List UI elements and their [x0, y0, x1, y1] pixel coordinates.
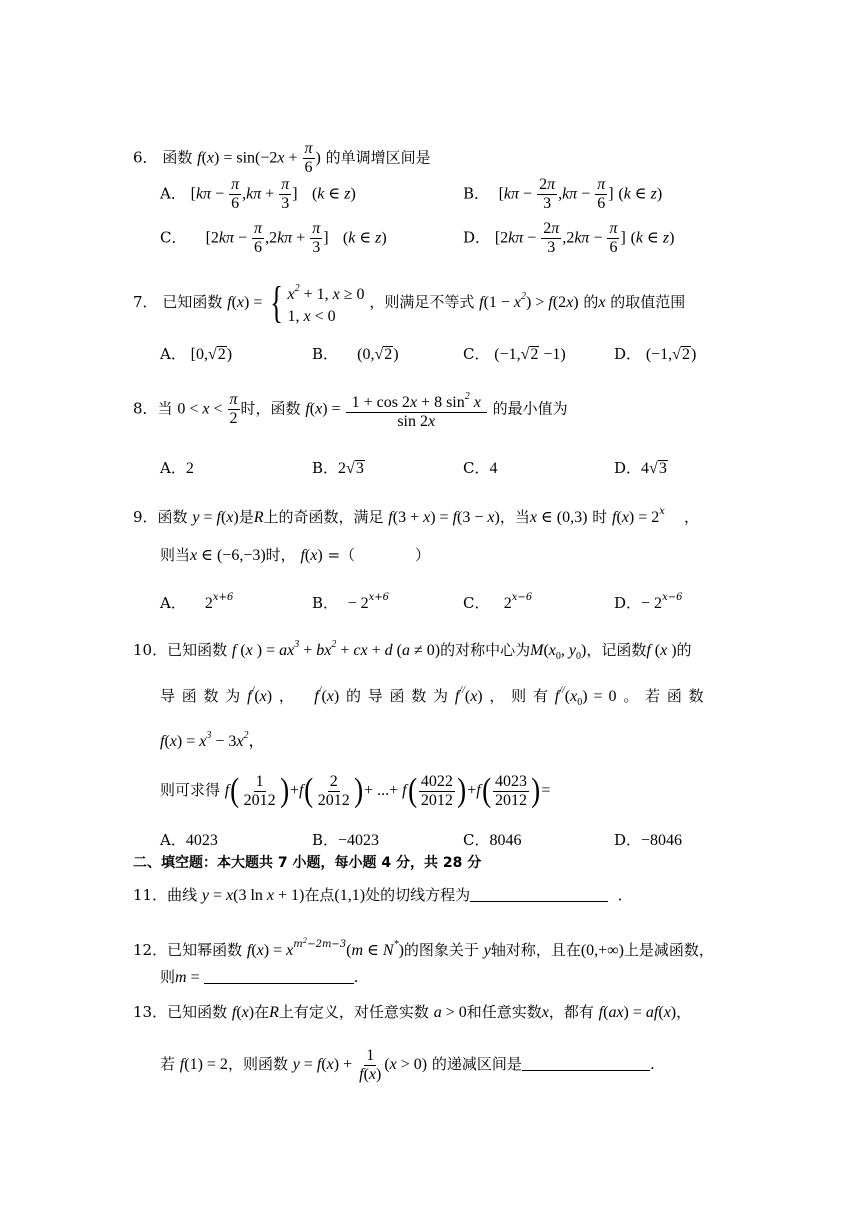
q9-option-b-label: B．	[312, 594, 339, 612]
q10-line2-e: 。 若 函 数	[623, 687, 704, 705]
q7-option-c: C． (−1,√2 −1)	[463, 345, 566, 363]
q11-text-a: 曲线	[167, 886, 198, 904]
q8-option-a-value: 2	[185, 460, 194, 477]
q11-text-b: 在点	[304, 886, 335, 904]
q9-line2-b: 时，	[265, 546, 296, 564]
q6-option-b-label: B．	[463, 184, 490, 203]
q10-number: 10．	[133, 641, 168, 659]
section-heading: 二、填空题：本大题共 7 小题，每小题 4 分，共 28 分	[133, 855, 482, 871]
q13-line2-a: 若	[160, 1055, 176, 1073]
q10-option-c-value: 8046	[489, 832, 522, 849]
q13-line2-d: .	[649, 1055, 655, 1073]
q6-text-b: 的单调增区间是	[325, 148, 431, 167]
q10-option-c	[463, 829, 521, 850]
q7-number: 7．	[133, 293, 158, 311]
q13-answer-blank[interactable]	[522, 1070, 650, 1071]
q13-text-c: 上有定义，对任意实数	[278, 1003, 429, 1021]
q11-text-d: ．	[617, 886, 633, 904]
q9-text-e: 时	[592, 508, 608, 526]
q11-stem: 11．曲线 y = x(3 ln x + 1)在点(1,1)处的切线方程为 ．	[133, 886, 633, 904]
q10-line2: 导 函 数 为 f/(x) ， f/(x) 的 导 函 数 为 f//(x) ， 则 有 $f^{//}(x_0) = 0$ 。 若 函 数	[160, 685, 704, 708]
q10-option-d	[614, 829, 682, 850]
q9-option-c-label: C．	[463, 594, 490, 612]
q9-number: 9．	[133, 508, 158, 526]
q13-line2-b: ，则函数	[227, 1055, 288, 1073]
q10-option-d-label: D．	[614, 831, 642, 849]
q13-text-f: ，	[676, 1003, 692, 1021]
q13-text-e: ，都有	[548, 1003, 594, 1021]
q7-option-a-label: A．	[160, 345, 186, 363]
q12-text-c: 轴对称，且在	[490, 941, 581, 959]
q8-option-a	[160, 457, 194, 478]
q9-text-a: 函数	[157, 508, 188, 526]
q10-option-a-value: 4023	[185, 832, 218, 849]
q6-option-c-label: C．	[160, 228, 187, 247]
q8-option-d: D．4√3	[614, 459, 667, 477]
q6-option-d: D． [2kπ − $\frac{2\pi}{3}$ ,2kπ − $\frac{\pi}{6}$ ] (k ∈ z)	[463, 220, 675, 256]
q13-text-b: 在	[254, 1003, 270, 1021]
q9-stem: 9．函数 y = f(x)是R上的奇函数，满足 f(3 + x) = f(3 − x)，当x ∈ (0,3) 时 $f(x) = 2^x$ ，	[133, 506, 700, 526]
q8-option-c-label: C．	[463, 459, 490, 477]
q13-text-a: 已知函数	[167, 1003, 228, 1021]
q6-number: 6．	[133, 148, 158, 167]
q12-line2-a: 则	[160, 968, 176, 986]
q9-option-d-label: D．	[614, 594, 642, 612]
q13-line2-c: 的递减区间是	[431, 1055, 522, 1073]
q7-option-a: A． [0,√2)	[160, 345, 233, 363]
q12-stem: 12．已知幂函数 $f(x) = x^{m^2-2m-3}(m$ ∈ N*)的图象关于 y轴对称，且在(0,+∞)上是减函数，	[133, 937, 714, 959]
q13-number: 13．	[133, 1003, 168, 1021]
q7-option-c-label: C．	[463, 345, 490, 363]
q9-option-c: C． $2^{x-6}$	[463, 592, 533, 612]
q10-option-d-value: −8046	[641, 832, 683, 849]
q8-option-b-label: B．	[312, 459, 339, 477]
q10-text-b: 的对称中心为	[440, 641, 531, 659]
q7-stem: 7． 已知函数 f(x) = { $x^2 + 1$, x ≥ 0 1, x < 0 ，则满足不等式 $f(1 - x^2) > f(2x)$ 的x 的取值范围	[133, 278, 686, 327]
q10-line2-c: 的 导 函 数 为	[345, 687, 449, 705]
q10-stem: 10．已知函数 f (x ) = $ax^3 + bx^2$ + cx + d (a ≠ 0)的对称中心为$M(x_0$, $y_0$)，记函数f (x )的	[133, 639, 692, 662]
q7-text-a: 已知函数	[162, 293, 223, 311]
q12-text-b: 的图象关于	[403, 941, 479, 959]
q8-option-b: B．2√3	[312, 459, 364, 477]
q10-text-c: ，记函数	[586, 641, 647, 659]
q7-piecewise: $x^2 + 1$, x ≥ 0 1, x < 0	[287, 283, 365, 325]
q13-text-d: 和任意实数	[466, 1003, 542, 1021]
q13-line2: 若 f(1) = 2，则函数 y = f(x) + $\frac{1}{f(x)}$ (x > 0) 的递减区间是 .	[160, 1046, 655, 1083]
q10-option-a	[160, 829, 218, 850]
q9-text-c: 上的奇函数，满足	[263, 508, 384, 526]
q12-text-d: 上是减函数，	[623, 941, 714, 959]
q9-option-a: A． $2^{x+6}$	[160, 592, 234, 612]
q11-number: 11．	[133, 886, 168, 904]
q10-text-d: 的	[676, 641, 692, 659]
q8-option-c-value: 4	[489, 460, 498, 477]
q7-option-b: B． (0,√2)	[312, 345, 399, 363]
q10-option-b	[312, 829, 379, 850]
q8-option-c	[463, 457, 497, 478]
q6-option-c: C． [2kπ − $\frac{\pi}{6}$ ,2kπ + $\frac{\pi}{3}$ ] (k ∈ z)	[160, 220, 387, 256]
q9-line2-a: 则当	[160, 546, 191, 564]
q12-number: 12．	[133, 941, 168, 959]
q9-line2: 则当x ∈ (−6,−3)时， f(x) =（ ）	[160, 546, 431, 564]
q11-text-c: 处的切线方程为	[365, 886, 471, 904]
q7-text-b: ，则满足不等式	[369, 293, 475, 311]
q10-text-a: 已知函数	[167, 641, 228, 659]
q6-stem: 6． 函数 f(x) = sin(−2x + $\frac{\pi}{6}$ ) 的单调增区间是	[133, 140, 431, 176]
q8-option-a-label: A．	[160, 459, 186, 477]
q12-text-a: 已知幂函数	[167, 941, 243, 959]
q6-formula: f	[197, 149, 202, 167]
q7-text-d: 的取值范围	[610, 293, 686, 311]
q10-option-b-label: B．	[312, 831, 339, 849]
q9-text-d: ，当	[499, 508, 530, 526]
q9-text-f: ，	[684, 508, 700, 526]
q10-line4: 则可求得 f( $\frac{1}{2012}$ )+f( $\frac{2}{2012}$ )+ ...+ f( $\frac{4022}{2012}$ )+f( $\frac{4023}{2012}$ )=	[160, 772, 551, 809]
q9-option-d: D．− $2^{x-6}$	[614, 592, 683, 612]
q6-option-a-label: A．	[160, 184, 186, 203]
q9-option-a-label: A．	[160, 594, 186, 612]
q7-option-d-label: D．	[614, 345, 642, 363]
q10-line2-d: ， 则 有	[489, 687, 548, 705]
q8-text-a: 当	[157, 399, 173, 418]
q13-stem: 13．已知函数 f(x)在R上有定义，对任意实数 a > 0和任意实数x，都有 f(ax) = af(x)，	[133, 1003, 692, 1021]
q10-option-b-value: −4023	[338, 832, 380, 849]
q7-option-d: D． (−1,√2)	[614, 345, 697, 363]
q8-stem: 8．当 0 < x < $\frac{\pi}{2}$ 时，函数 f(x) = $\frac{1 + \cos 2x + 8 \sin^2 x}{\sin 2x}$ 的最小值为	[133, 388, 568, 431]
q10-line2-b: ，	[278, 687, 294, 705]
q10-line3: $f(x) = x^3 - 3x^2$，	[160, 730, 265, 750]
q9-answer-paren: =（ ）	[327, 546, 431, 564]
q7-option-b-label: B．	[312, 345, 339, 363]
q8-number: 8．	[133, 399, 158, 418]
q6-option-b: B． [kπ − $\frac{2\pi}{3}$ ,kπ − $\frac{\pi}{6}$ ] (k ∈ z)	[463, 176, 663, 212]
q6-text-a: 函数	[162, 148, 193, 167]
q12-answer-blank[interactable]	[204, 983, 354, 984]
q8-option-d-label: D．	[614, 459, 642, 477]
q10-option-c-label: C．	[463, 831, 490, 849]
q10-line4-a: 则可求得	[160, 781, 221, 799]
q10-option-a-label: A．	[160, 831, 186, 849]
q12-line2: 则m = .	[160, 968, 359, 986]
q10-line2-a: 导 函 数 为	[160, 687, 241, 705]
q6-option-d-label: D．	[463, 228, 491, 247]
q7-text-c: 的	[583, 293, 599, 311]
q11-answer-blank[interactable]	[470, 901, 608, 902]
q6-option-a: A． [kπ − $\frac{\pi}{6}$ ,kπ + $\frac{\pi}{3}$ ] (k ∈ z)	[160, 176, 356, 212]
q8-fraction: $\frac{1 + \cos 2x + 8 \sin^2 x}{\sin 2x}$	[346, 388, 487, 431]
q12-line2-b: .	[353, 968, 359, 986]
q9-text-b: 是	[238, 508, 254, 526]
q9-option-b: B． − $2^{x+6}$	[312, 592, 389, 612]
q8-text-b: 时，函数	[240, 399, 301, 418]
q8-text-c: 的最小值为	[492, 399, 568, 418]
